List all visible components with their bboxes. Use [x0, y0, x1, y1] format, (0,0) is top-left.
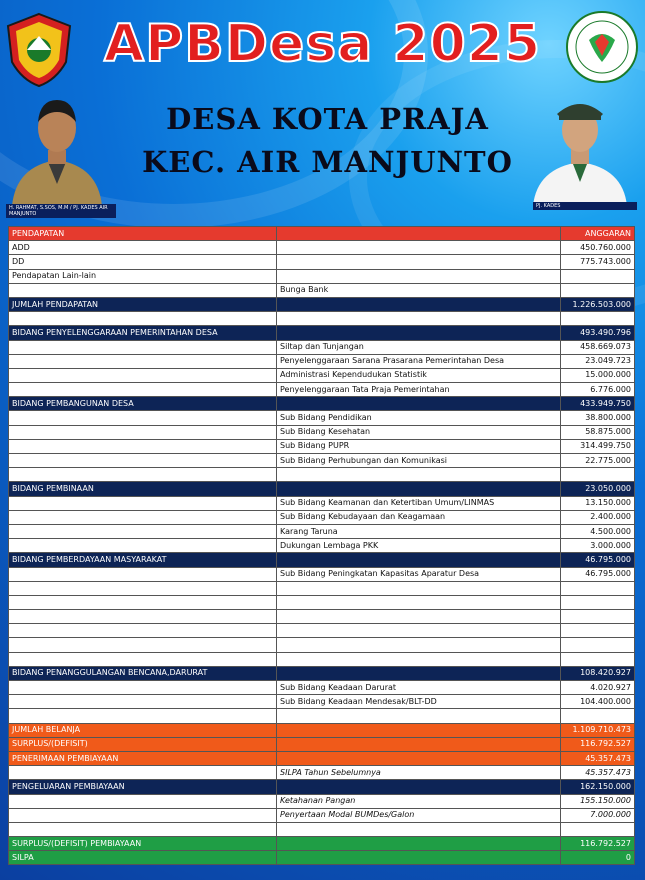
- row-label: [9, 808, 277, 822]
- row-detail: Sub Bidang Keamanan dan Ketertiban Umum/LINMAS: [277, 496, 561, 510]
- row-label: BIDANG PEMBERDAYAAN MASYARAKAT: [9, 553, 277, 567]
- row-amount: 155.150.000: [561, 794, 635, 808]
- row-detail: [277, 326, 561, 340]
- row-detail: [277, 610, 561, 624]
- row-detail: Penyelenggaraan Sarana Prasarana Pemerintahan Desa: [277, 354, 561, 368]
- ministry-logo-icon: [565, 10, 639, 84]
- row-amount: 458.669.073: [561, 340, 635, 354]
- budget-row: [9, 383, 635, 397]
- budget-row: [9, 368, 635, 382]
- row-label: [9, 283, 277, 297]
- budget-row: [9, 482, 635, 496]
- row-amount: 2.400.000: [561, 510, 635, 524]
- row-amount: ANGGARAN: [561, 227, 635, 241]
- row-detail: [277, 269, 561, 283]
- budget-row: [9, 666, 635, 680]
- budget-row: [9, 624, 635, 638]
- budget-row: [9, 326, 635, 340]
- row-label: [9, 383, 277, 397]
- row-label: [9, 766, 277, 780]
- row-detail: [277, 822, 561, 836]
- row-detail: [277, 780, 561, 794]
- row-label: [9, 312, 277, 326]
- row-amount: [561, 652, 635, 666]
- row-amount: 45.357.473: [561, 751, 635, 765]
- row-amount: 108.420.927: [561, 666, 635, 680]
- row-detail: [277, 468, 561, 482]
- row-amount: 23.049.723: [561, 354, 635, 368]
- row-detail: [277, 482, 561, 496]
- row-amount: 116.792.527: [561, 837, 635, 851]
- row-amount: [561, 468, 635, 482]
- row-label: [9, 340, 277, 354]
- budget-row: [9, 610, 635, 624]
- row-label: [9, 595, 277, 609]
- row-detail: [277, 227, 561, 241]
- row-detail: Sub Bidang Peningkatan Kapasitas Aparatur Desa: [277, 567, 561, 581]
- regency-emblem-icon: [6, 12, 72, 88]
- row-amount: 45.357.473: [561, 766, 635, 780]
- row-label: [9, 638, 277, 652]
- budget-row: [9, 737, 635, 751]
- budget-row: [9, 312, 635, 326]
- row-amount: 162.150.000: [561, 780, 635, 794]
- row-label: DD: [9, 255, 277, 269]
- row-label: ADD: [9, 241, 277, 255]
- row-detail: [277, 255, 561, 269]
- row-detail: [277, 709, 561, 723]
- budget-row: [9, 808, 635, 822]
- budget-row: [9, 340, 635, 354]
- row-amount: 1.109.710.473: [561, 723, 635, 737]
- row-label: Pendapatan Lain-lain: [9, 269, 277, 283]
- row-detail: Sub Bidang Keadaan Mendesak/BLT-DD: [277, 695, 561, 709]
- row-label: [9, 411, 277, 425]
- budget-row: [9, 496, 635, 510]
- row-label: [9, 567, 277, 581]
- budget-row: [9, 425, 635, 439]
- row-detail: Administrasi Kependudukan Statistik: [277, 368, 561, 382]
- budget-row: [9, 411, 635, 425]
- row-label: [9, 695, 277, 709]
- row-detail: Bunga Bank: [277, 283, 561, 297]
- budget-row: [9, 794, 635, 808]
- row-label: [9, 539, 277, 553]
- row-detail: [277, 553, 561, 567]
- row-detail: [277, 581, 561, 595]
- row-detail: [277, 851, 561, 865]
- row-detail: [277, 624, 561, 638]
- row-detail: Siltap dan Tunjangan: [277, 340, 561, 354]
- row-detail: [277, 737, 561, 751]
- row-amount: 22.775.000: [561, 454, 635, 468]
- budget-row: [9, 297, 635, 311]
- row-detail: Sub Bidang Kesehatan: [277, 425, 561, 439]
- row-label: [9, 581, 277, 595]
- row-amount: 104.400.000: [561, 695, 635, 709]
- row-amount: 0: [561, 851, 635, 865]
- row-label: BIDANG PEMBINAAN: [9, 482, 277, 496]
- row-detail: [277, 652, 561, 666]
- row-amount: 314.499.750: [561, 439, 635, 453]
- row-amount: [561, 269, 635, 283]
- row-label: [9, 510, 277, 524]
- row-amount: 775.743.000: [561, 255, 635, 269]
- row-detail: Karang Taruna: [277, 524, 561, 538]
- official-portrait-right: [525, 88, 635, 206]
- row-detail: Penyelenggaraan Tata Praja Pemerintahan: [277, 383, 561, 397]
- row-amount: 4.500.000: [561, 524, 635, 538]
- row-label: JUMLAH PENDAPATAN: [9, 297, 277, 311]
- row-amount: 15.000.000: [561, 368, 635, 382]
- row-amount: [561, 595, 635, 609]
- row-label: BIDANG PEMBANGUNAN DESA: [9, 397, 277, 411]
- row-amount: 6.776.000: [561, 383, 635, 397]
- row-amount: 23.050.000: [561, 482, 635, 496]
- row-label: SILPA: [9, 851, 277, 865]
- budget-row: [9, 539, 635, 553]
- row-detail: [277, 397, 561, 411]
- budget-row: [9, 851, 635, 865]
- village-name: DESA KOTA PRAJA: [166, 102, 489, 136]
- row-amount: 493.490.796: [561, 326, 635, 340]
- row-detail: Sub Bidang Pendidikan: [277, 411, 561, 425]
- row-label: [9, 709, 277, 723]
- budget-row: [9, 837, 635, 851]
- row-label: [9, 652, 277, 666]
- row-detail: Sub Bidang PUPR: [277, 439, 561, 453]
- row-amount: 46.795.000: [561, 553, 635, 567]
- row-amount: [561, 283, 635, 297]
- row-detail: Sub Bidang Keadaan Darurat: [277, 681, 561, 695]
- official-caption-right: PJ. KADES: [533, 202, 637, 210]
- budget-row: [9, 269, 635, 283]
- budget-row: [9, 780, 635, 794]
- budget-row: [9, 681, 635, 695]
- row-label: [9, 425, 277, 439]
- row-label: SURPLUS/(DEFISIT): [9, 737, 277, 751]
- row-amount: 58.875.000: [561, 425, 635, 439]
- row-label: [9, 439, 277, 453]
- row-label: [9, 496, 277, 510]
- row-label: [9, 681, 277, 695]
- budget-row: [9, 751, 635, 765]
- row-label: [9, 354, 277, 368]
- budget-table: [8, 226, 635, 865]
- row-amount: 13.150.000: [561, 496, 635, 510]
- row-detail: Ketahanan Pangan: [277, 794, 561, 808]
- budget-row: [9, 581, 635, 595]
- budget-row: [9, 638, 635, 652]
- district-name: KEC. AIR MANJUNTO: [142, 145, 513, 179]
- budget-row: [9, 652, 635, 666]
- budget-row: [9, 354, 635, 368]
- row-amount: 433.949.750: [561, 397, 635, 411]
- row-amount: 46.795.000: [561, 567, 635, 581]
- row-label: JUMLAH BELANJA: [9, 723, 277, 737]
- row-label: [9, 624, 277, 638]
- budget-row: [9, 255, 635, 269]
- row-label: PENDAPATAN: [9, 227, 277, 241]
- row-label: PENGELUARAN PEMBIAYAAN: [9, 780, 277, 794]
- row-detail: Dukungan Lembaga PKK: [277, 539, 561, 553]
- budget-row: [9, 227, 635, 241]
- row-detail: SILPA Tahun Sebelumnya: [277, 766, 561, 780]
- row-detail: [277, 666, 561, 680]
- budget-row: [9, 397, 635, 411]
- budget-row: [9, 241, 635, 255]
- row-amount: [561, 638, 635, 652]
- row-amount: 116.792.527: [561, 737, 635, 751]
- official-caption-left: H. RAHMAT, S.SOS, M.M / PJ. KADES AIR MANJUNTO: [6, 204, 116, 218]
- row-detail: [277, 241, 561, 255]
- official-portrait-left: [2, 88, 112, 206]
- budget-row: [9, 723, 635, 737]
- row-detail: Sub Bidang Perhubungan dan Komunikasi: [277, 454, 561, 468]
- row-label: [9, 468, 277, 482]
- row-amount: [561, 624, 635, 638]
- budget-row: [9, 695, 635, 709]
- row-amount: 450.760.000: [561, 241, 635, 255]
- budget-row: [9, 766, 635, 780]
- row-label: [9, 822, 277, 836]
- row-detail: [277, 723, 561, 737]
- budget-row: [9, 524, 635, 538]
- row-detail: [277, 751, 561, 765]
- budget-row: [9, 553, 635, 567]
- row-detail: Penyertaan Modal BUMDes/Galon: [277, 808, 561, 822]
- budget-row: [9, 468, 635, 482]
- row-amount: [561, 312, 635, 326]
- row-amount: 3.000.000: [561, 539, 635, 553]
- budget-row: [9, 567, 635, 581]
- row-amount: 4.020.927: [561, 681, 635, 695]
- budget-row: [9, 439, 635, 453]
- row-label: [9, 524, 277, 538]
- row-amount: 1.226.503.000: [561, 297, 635, 311]
- row-amount: [561, 709, 635, 723]
- row-label: PENERIMAAN PEMBIAYAAN: [9, 751, 277, 765]
- budget-row: [9, 595, 635, 609]
- row-label: [9, 454, 277, 468]
- row-amount: 7.000.000: [561, 808, 635, 822]
- row-amount: [561, 822, 635, 836]
- row-label: [9, 368, 277, 382]
- row-detail: [277, 297, 561, 311]
- row-detail: Sub Bidang Kebudayaan dan Keagamaan: [277, 510, 561, 524]
- row-label: SURPLUS/(DEFISIT) PEMBIAYAAN: [9, 837, 277, 851]
- row-detail: [277, 837, 561, 851]
- budget-row: [9, 454, 635, 468]
- row-amount: [561, 581, 635, 595]
- row-amount: [561, 610, 635, 624]
- row-label: BIDANG PENANGGULANGAN BENCANA,DARURAT: [9, 666, 277, 680]
- row-detail: [277, 595, 561, 609]
- budget-row: [9, 709, 635, 723]
- budget-table-body: [9, 227, 635, 865]
- budget-row: [9, 283, 635, 297]
- row-detail: [277, 312, 561, 326]
- row-label: [9, 610, 277, 624]
- row-label: BIDANG PENYELENGGARAAN PEMERINTAHAN DESA: [9, 326, 277, 340]
- row-detail: [277, 638, 561, 652]
- row-amount: 38.800.000: [561, 411, 635, 425]
- budget-row: [9, 510, 635, 524]
- page-title: APBDesa 2025: [103, 14, 542, 74]
- budget-row: [9, 822, 635, 836]
- row-label: [9, 794, 277, 808]
